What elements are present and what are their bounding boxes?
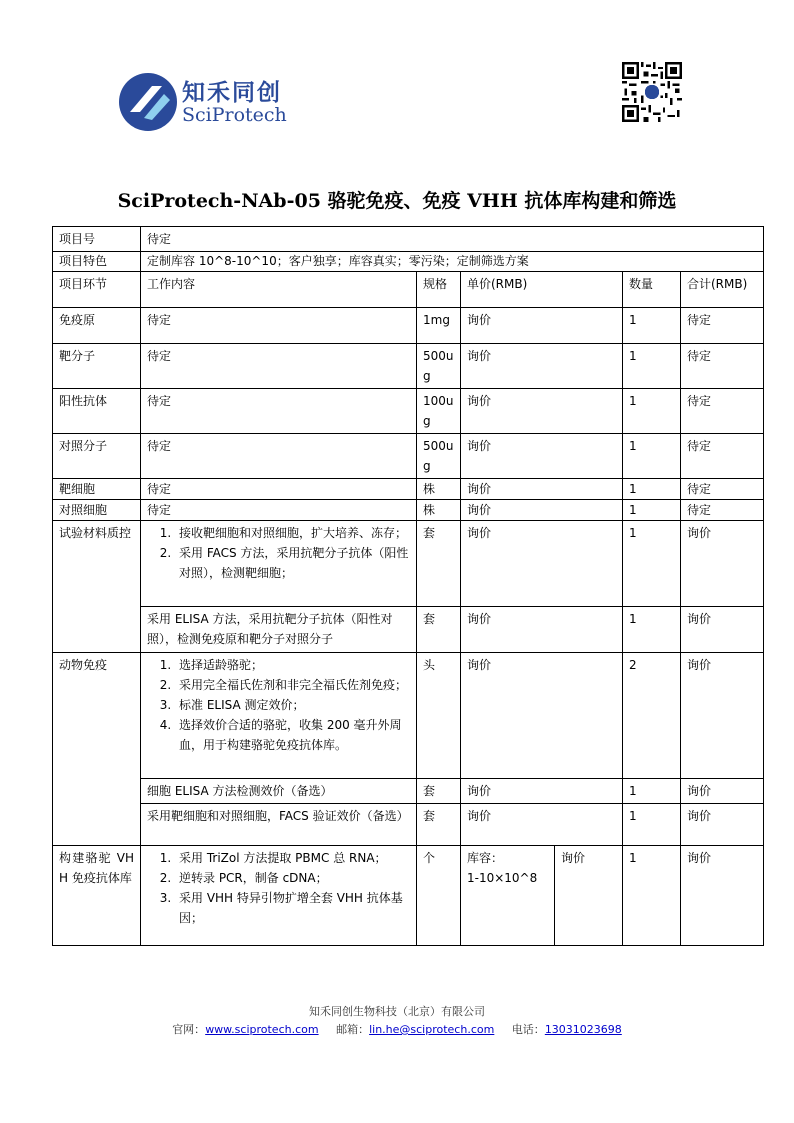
- company-logo: [118, 72, 288, 132]
- content-cell: [141, 521, 417, 607]
- content-cell: [141, 846, 417, 946]
- column-header: 项目环节: [53, 272, 141, 308]
- list-item: 4. 选择效价合适的骆驼，收集 200 毫升外周血，用于构建骆驼免疫抗体库。: [175, 715, 410, 755]
- price-cell: 询价: [461, 389, 623, 434]
- spec-cell: 100ug: [417, 389, 461, 434]
- qty-cell: 1: [623, 521, 681, 607]
- label-cell: 项目号: [53, 227, 141, 252]
- table-row: [53, 479, 764, 500]
- spec-cell: 头: [417, 653, 461, 779]
- table-row: [53, 434, 764, 479]
- spec-cell: 套: [417, 521, 461, 607]
- spec-cell: 套: [417, 779, 461, 804]
- price-cell: 询价: [461, 308, 623, 344]
- total-cell: 询价: [681, 779, 764, 804]
- spec-cell: 500ug: [417, 434, 461, 479]
- qty-cell: 1: [623, 308, 681, 344]
- item-cell: 靶细胞: [53, 479, 141, 500]
- column-header: 数量: [623, 272, 681, 308]
- price-cell: 询价: [461, 607, 623, 653]
- capacity-cell: [461, 846, 555, 946]
- spec-cell: 套: [417, 804, 461, 846]
- table-row: [53, 500, 764, 521]
- column-header: 合计(RMB): [681, 272, 764, 308]
- spec-cell: 个: [417, 846, 461, 946]
- logo-english-name: SciProtech: [182, 104, 287, 126]
- total-cell: 待定: [681, 389, 764, 434]
- content-cell: 采用靶细胞和对照细胞，FACS 验证效价（备选）: [141, 804, 417, 846]
- item-cell: 对照细胞: [53, 500, 141, 521]
- table-row: [53, 308, 764, 344]
- column-header: 工作内容: [141, 272, 417, 308]
- label-cell: 项目特色: [53, 252, 141, 272]
- qty-cell: 1: [623, 779, 681, 804]
- item-cell: 靶分子: [53, 344, 141, 389]
- step-list: [147, 523, 410, 583]
- list-item: 3. 采用 VHH 特异引物扩增全套 VHH 抗体基因；: [175, 888, 410, 928]
- total-cell: 待定: [681, 500, 764, 521]
- website-label: 官网：: [172, 1023, 206, 1036]
- content-cell: 待定: [141, 344, 417, 389]
- price-cell: 询价: [461, 500, 623, 521]
- spec-cell: 株: [417, 479, 461, 500]
- email-link[interactable]: lin.he@sciprotech.com: [369, 1023, 495, 1036]
- list-item: 2. 采用 FACS 方法，采用抗靶分子抗体（阳性对照），检测靶细胞；: [175, 543, 410, 583]
- list-item: 3. 标准 ELISA 测定效价；: [175, 695, 410, 715]
- price-cell: 询价: [461, 521, 623, 607]
- spec-cell: 1mg: [417, 308, 461, 344]
- qty-cell: 2: [623, 653, 681, 779]
- item-cell: 试验材料质控: [53, 521, 141, 653]
- price-cell: 询价: [461, 804, 623, 846]
- list-item: 1. 选择适龄骆驼；: [175, 655, 410, 675]
- document-title: SciProtech-NAb-05 骆驼免疫、免疫 VHH 抗体库构建和筛选: [117, 190, 677, 212]
- price-cell: 询价: [461, 344, 623, 389]
- qty-cell: 1: [623, 434, 681, 479]
- item-cell: 动物免疫: [53, 653, 141, 846]
- price-cell: 询价: [555, 846, 623, 946]
- content-cell: 待定: [141, 500, 417, 521]
- price-cell: 询价: [461, 434, 623, 479]
- list-item: 2. 采用完全福氏佐剂和非完全福氏佐剂免疫；: [175, 675, 410, 695]
- total-cell: 询价: [681, 653, 764, 779]
- total-cell: 询价: [681, 607, 764, 653]
- total-cell: 询价: [681, 846, 764, 946]
- quotation-table: [52, 226, 764, 946]
- step-list: [147, 655, 410, 755]
- footer-contacts: [0, 1021, 794, 1039]
- website-link[interactable]: www.sciprotech.com: [205, 1023, 319, 1036]
- table-row: [53, 779, 764, 804]
- value-cell: 定制库容 10^8-10^10；客户独享；库容真实；零污染；定制筛选方案: [141, 252, 764, 272]
- content-cell: [141, 653, 417, 779]
- item-cell: 构建骆驼 VHH 免疫抗体库: [53, 846, 141, 946]
- qty-cell: 1: [623, 607, 681, 653]
- list-item: 2. 逆转录 PCR，制备 cDNA；: [175, 868, 410, 888]
- qty-cell: 1: [623, 389, 681, 434]
- item-cell: 免疫原: [53, 308, 141, 344]
- content-cell: 细胞 ELISA 方法检测效价（备选）: [141, 779, 417, 804]
- phone-label: 电话：: [511, 1023, 545, 1036]
- list-item: 1. 接收靶细胞和对照细胞，扩大培养、冻存；: [175, 523, 410, 543]
- total-cell: 待定: [681, 479, 764, 500]
- total-cell: 询价: [681, 804, 764, 846]
- total-cell: 待定: [681, 308, 764, 344]
- item-cell: 对照分子: [53, 434, 141, 479]
- content-cell: 采用 ELISA 方法，采用抗靶分子抗体（阳性对照），检测免疫原和靶分子对照分子: [141, 607, 417, 653]
- content-cell: 待定: [141, 308, 417, 344]
- phone-link[interactable]: 13031023698: [544, 1023, 622, 1036]
- table-row: [53, 653, 764, 779]
- value-cell: 待定: [141, 227, 764, 252]
- content-cell: 待定: [141, 434, 417, 479]
- table-row: [53, 804, 764, 846]
- content-cell: 待定: [141, 479, 417, 500]
- email-label: 邮箱：: [336, 1023, 370, 1036]
- qty-cell: 1: [623, 804, 681, 846]
- table-row: [53, 344, 764, 389]
- capacity-value: 1-10×10^8: [467, 871, 538, 885]
- step-list: [147, 848, 410, 928]
- footer-company: 知禾同创生物科技（北京）有限公司: [309, 1005, 485, 1018]
- content-cell: 待定: [141, 389, 417, 434]
- qty-cell: 1: [623, 479, 681, 500]
- column-header: 规格: [417, 272, 461, 308]
- qty-cell: 1: [623, 500, 681, 521]
- column-header: 单价(RMB): [461, 272, 623, 308]
- total-cell: 待定: [681, 434, 764, 479]
- item-cell: 阳性抗体: [53, 389, 141, 434]
- table-row: [53, 252, 764, 272]
- spec-cell: 套: [417, 607, 461, 653]
- table-header-row: [53, 272, 764, 308]
- table-row: [53, 846, 764, 946]
- capacity-label: 库容：: [467, 851, 504, 865]
- price-cell: 询价: [461, 779, 623, 804]
- logo-chinese-name: 知禾同创: [182, 80, 282, 106]
- spec-cell: 株: [417, 500, 461, 521]
- sciprotech-logo-icon: [118, 72, 178, 132]
- qr-code-icon: [622, 62, 682, 122]
- qty-cell: 1: [623, 344, 681, 389]
- table-row: [53, 607, 764, 653]
- qty-cell: 1: [623, 846, 681, 946]
- spec-cell: 500ug: [417, 344, 461, 389]
- price-cell: 询价: [461, 479, 623, 500]
- page-footer: [0, 1003, 794, 1039]
- list-item: 1. 采用 TriZol 方法提取 PBMC 总 RNA；: [175, 848, 410, 868]
- total-cell: 待定: [681, 344, 764, 389]
- total-cell: 询价: [681, 521, 764, 607]
- table-row: [53, 227, 764, 252]
- table-row: [53, 521, 764, 607]
- table-row: [53, 389, 764, 434]
- price-cell: 询价: [461, 653, 623, 779]
